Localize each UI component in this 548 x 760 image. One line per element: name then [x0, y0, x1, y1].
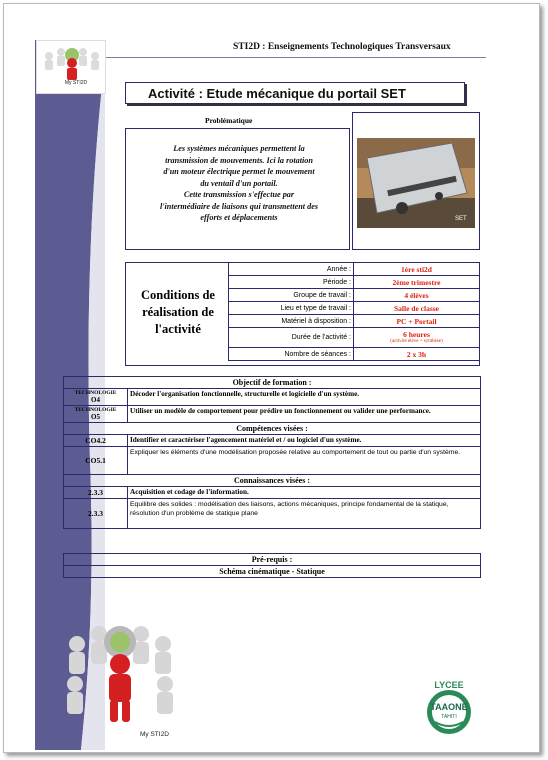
- objectif-text: Décoder l'organisation fonctionnelle, structurelle et logicielle d'un système.: [128, 389, 481, 406]
- objectif-header: Objectif de formation :: [64, 377, 481, 389]
- connaissances-header: Connaissances visées :: [64, 475, 481, 487]
- connaissance-code: 2.3.3: [64, 487, 128, 499]
- connaissance-row: [64, 487, 481, 499]
- competence-code: CO4.2: [64, 435, 128, 447]
- connaissances-header-row: [64, 475, 481, 487]
- portail-photo: [357, 138, 475, 228]
- condition-key: Période :: [229, 276, 354, 289]
- activity-title: Etude mécanique du portail SET: [206, 85, 406, 101]
- activity-prefix: Activité :: [148, 85, 203, 101]
- problematique-line: Les systèmes mécaniques permettent la: [173, 144, 305, 153]
- conditions-label: [128, 287, 228, 338]
- lycee-label: LYCEE: [434, 680, 464, 690]
- objectif-text: Utiliser un modèle de comportement pour prédire un fonctionnement ou valider une performance.: [128, 406, 481, 423]
- objectif-code-a: TECHNOLOGIE: [74, 407, 117, 413]
- condition-key: Nombre de séances :: [229, 348, 354, 361]
- problematique-line: d'un moteur électrique permet le mouvement: [163, 167, 315, 176]
- lycee-taaone-logo: [421, 676, 477, 742]
- connaissance-text: Acquisition et codage de l'information.: [128, 487, 481, 499]
- condition-value: 1ère sti2d: [354, 263, 480, 276]
- condition-value-cell: [354, 328, 480, 348]
- footer-logo-caption: My STI2D: [140, 731, 169, 738]
- competence-row: [64, 447, 481, 475]
- problematique-line: efforts et déplacements: [200, 213, 278, 222]
- prerequis-item: Schéma cinématique - Statique: [64, 566, 481, 578]
- competences-header-row: [64, 423, 481, 435]
- prerequis-header-row: [64, 554, 481, 566]
- competence-row: [64, 435, 481, 447]
- photo-tag: SET: [455, 216, 467, 222]
- header-rule: [106, 57, 486, 58]
- condition-value: Salle de classe: [354, 302, 480, 315]
- conditions-label-line: Conditions de: [141, 288, 215, 302]
- problematique-text: [131, 143, 347, 224]
- conditions-table: [228, 262, 480, 361]
- objectif-row: [64, 389, 481, 406]
- competence-text: Identifier et caractériser l'agencement matériel et / ou logiciel d'un système.: [128, 435, 481, 447]
- condition-value: 2ème trimestre: [354, 276, 480, 289]
- objectif-code-a: TECHNOLOGIE: [74, 390, 117, 396]
- problematique-label: Problématique: [205, 116, 253, 125]
- competence-code: CO5.1: [64, 447, 128, 475]
- prerequis-table: [63, 553, 481, 578]
- prerequis-header: Pré-requis :: [64, 554, 481, 566]
- condition-row: [229, 289, 480, 302]
- activity-title-box: [125, 82, 465, 104]
- condition-row: [229, 302, 480, 315]
- problematique-line: Cette transmission s'effectue par: [183, 190, 295, 199]
- objectif-header-row: [64, 377, 481, 389]
- condition-sub: (activité élève + synthèse): [390, 339, 443, 344]
- objectif-code-b: O4: [91, 396, 100, 404]
- condition-value: 2 x 3h: [354, 348, 480, 361]
- logo-caption: My STI2D: [64, 80, 88, 86]
- condition-key: Année :: [229, 263, 354, 276]
- my-sti2d-logo-large: [55, 612, 185, 742]
- problematique-line: du ventail d'un portail.: [200, 178, 278, 188]
- lycee-place: TAHITI: [441, 714, 457, 720]
- problematique-line: transmission de mouvements. Ici la rotation: [165, 155, 313, 165]
- condition-row: [229, 263, 480, 276]
- page-header-title: STI2D : Enseignements Technologiques Transversaux: [233, 42, 451, 52]
- objectif-code: [64, 389, 128, 406]
- condition-value: 6 heures: [403, 330, 430, 339]
- lycee-name: TAAONE: [430, 702, 468, 712]
- objectif-code-b: O5: [91, 413, 100, 421]
- connaissance-row: [64, 499, 481, 529]
- condition-row: [229, 315, 480, 328]
- connaissance-code: 2.3.3: [64, 499, 128, 529]
- objectif-code: [64, 406, 128, 423]
- condition-row: [229, 348, 480, 361]
- condition-key: Durée de l'activité :: [229, 328, 354, 348]
- objectifs-table: [63, 376, 481, 529]
- condition-key: Lieu et type de travail :: [229, 302, 354, 315]
- problematique-line: l'intermédiaire de liaisons qui transmettent des: [159, 201, 319, 211]
- prerequis-row: [64, 566, 481, 578]
- condition-value: PC + Portail: [354, 315, 480, 328]
- objectif-row: [64, 406, 481, 423]
- competences-header: Compétences visées :: [64, 423, 481, 435]
- connaissance-text: Equilibre des solides : modélisation des liaisons, actions mécaniques, principe fondamental de la statique, résolution d'un problème de statique plane: [128, 499, 481, 529]
- condition-row: [229, 328, 480, 348]
- condition-key: Matériel à disposition :: [229, 315, 354, 328]
- condition-row: [229, 276, 480, 289]
- competence-text: Expliquer les éléments d'une modélisation proposée relative au comportement de tout ou partie d'un système.: [128, 447, 481, 475]
- conditions-label-line: réalisation de: [142, 305, 214, 319]
- condition-value: 4 élèves: [354, 289, 480, 302]
- conditions-label-line: l'activité: [155, 322, 201, 336]
- condition-key: Groupe de travail :: [229, 289, 354, 302]
